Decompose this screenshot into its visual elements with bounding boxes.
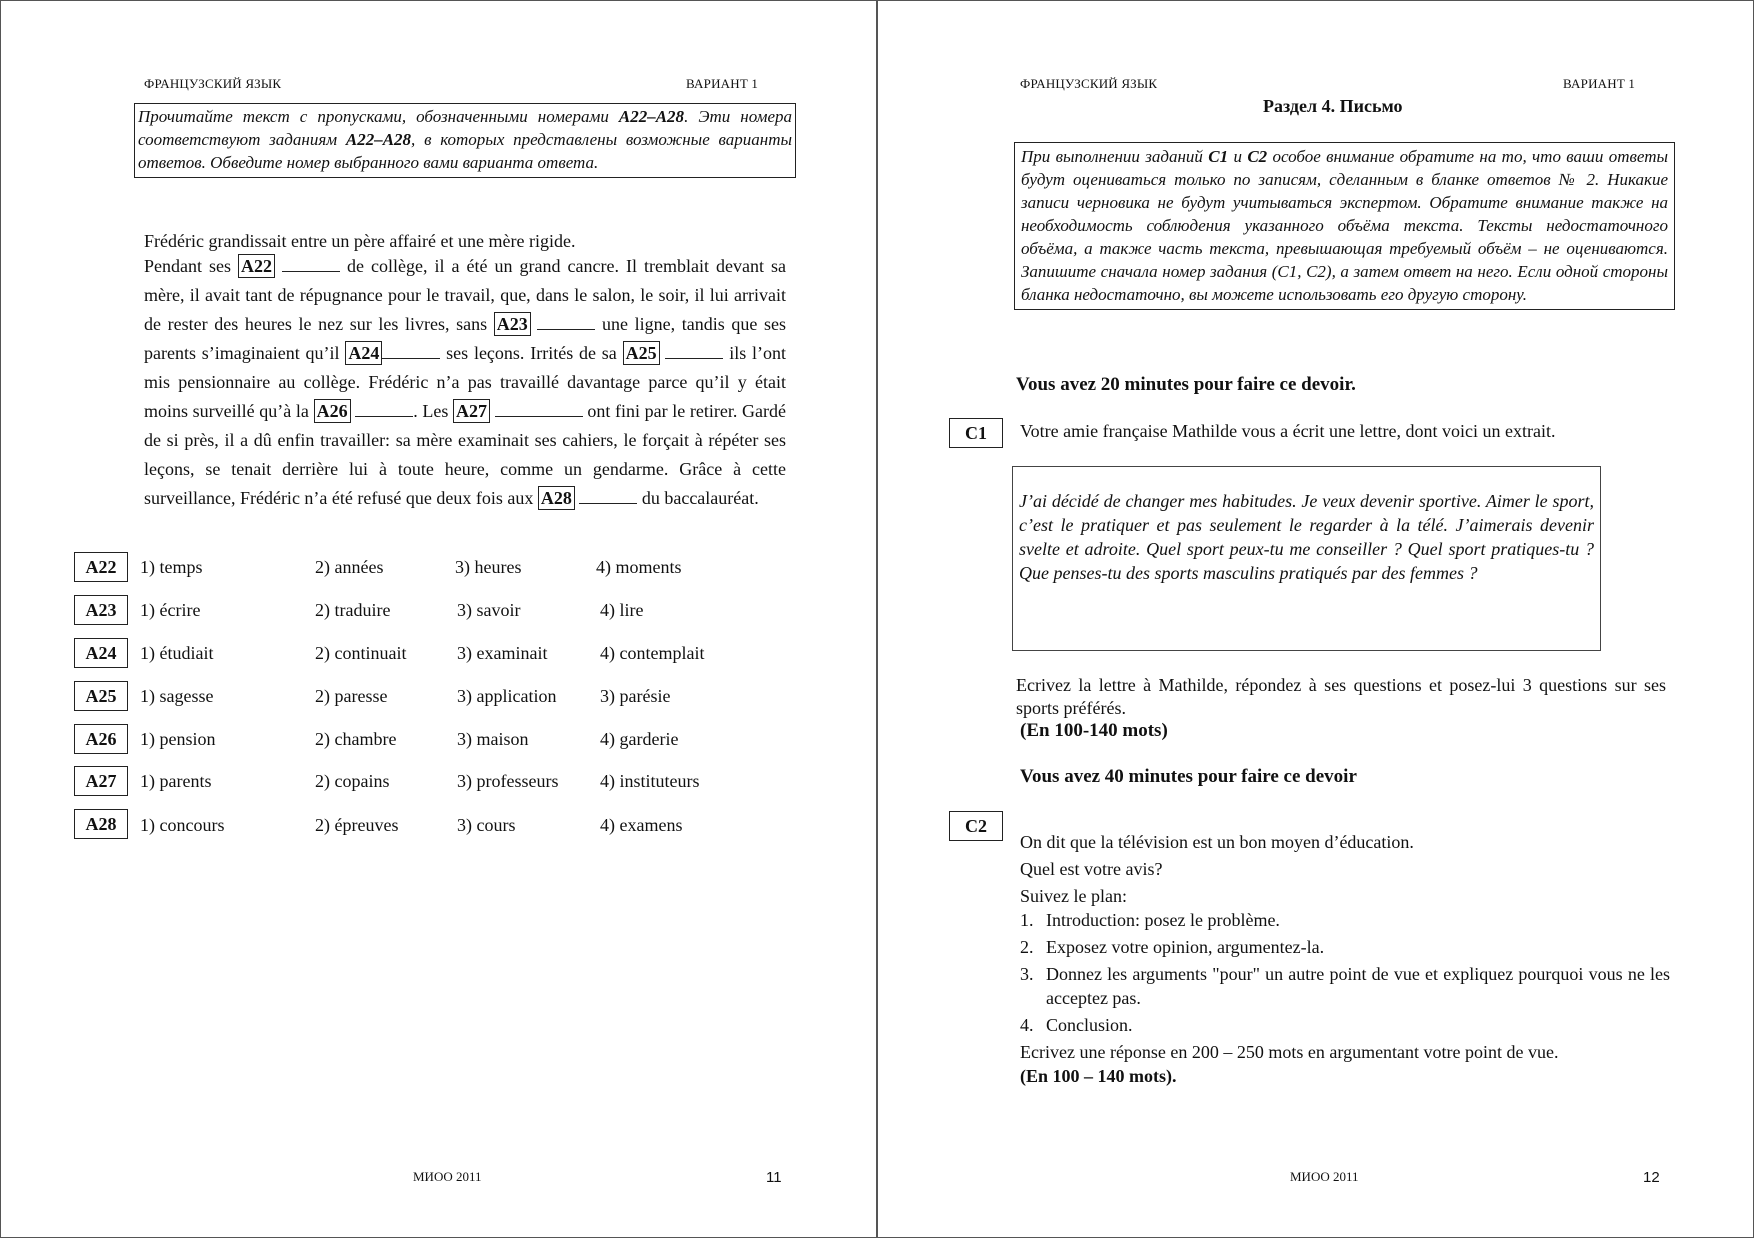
- passage-text: une ligne, tandis que ses parents s’imaginaient qu’il: [144, 314, 787, 363]
- option-1[interactable]: 1) pension: [140, 729, 216, 749]
- option-2[interactable]: 2) paresse: [315, 686, 388, 706]
- c2-word-limit: (En 100 – 140 mots).: [1020, 1066, 1177, 1086]
- option-3[interactable]: 3) application: [457, 686, 557, 706]
- gap-a23: A23: [494, 312, 531, 336]
- gap-a24: A24: [345, 341, 382, 365]
- c2-line-1: On dit que la télévision est un bon moyen d’éducation.: [1020, 832, 1414, 852]
- option-1[interactable]: 1) concours: [140, 815, 225, 835]
- plan-number: 4.: [1020, 1015, 1034, 1035]
- option-4[interactable]: 4) instituteurs: [600, 771, 700, 791]
- passage-body: [144, 252, 786, 513]
- header-subject: ФРАНЦУЗСКИЙ ЯЗЫК: [1020, 76, 1158, 91]
- task-label: A28: [74, 809, 128, 839]
- instruction-text: , в которых представлены возможные варианты ответов. Обведите номер выбранного вами варианта ответа.: [138, 130, 792, 172]
- blank: [495, 402, 583, 417]
- passage-text: de collège, il a été un grand cancre. Il tremblait devant sa mère, il avait tant de répugnance pour le travail, que, dans le salon, le soir, il lui arrivait de rester des heures le nez sur les livres, sans: [144, 256, 786, 334]
- instruction-text: и: [1228, 147, 1248, 166]
- option-2[interactable]: 2) copains: [315, 771, 390, 791]
- option-1[interactable]: 1) étudiait: [140, 643, 214, 663]
- c1-task: Ecrivez la lettre à Mathilde, répondez à ses questions et posez-lui 3 questions sur ses sports préférés.: [1016, 675, 1666, 718]
- instruction-task-c2: C2: [1247, 147, 1268, 166]
- option-2[interactable]: 2) années: [315, 557, 384, 577]
- reading-passage: [144, 227, 786, 513]
- passage-text: du baccalauréat.: [637, 488, 759, 508]
- header-variant: ВАРИАНТ 1: [686, 76, 759, 91]
- c2-plan-list: [1020, 908, 1670, 1037]
- instruction-range: A22–A28: [618, 107, 685, 126]
- passage-text: ils l’ont mis pensionnaire au collège. Frédéric n’a pas travaillé davantage parce qu’il y était moins surveillé qu’à la: [144, 343, 786, 421]
- option-2[interactable]: 2) épreuves: [315, 815, 399, 835]
- passage-text: ses leçons. Irrités de sa: [440, 343, 623, 363]
- footer: МИОО 2011: [1290, 1169, 1359, 1184]
- task-label-c2: C2: [949, 811, 1003, 841]
- option-2[interactable]: 2) continuait: [315, 643, 407, 663]
- task-label: A22: [74, 552, 128, 582]
- gap-a26: A26: [314, 399, 351, 423]
- plan-number: 3.: [1020, 964, 1034, 984]
- option-4[interactable]: 3) parésie: [600, 686, 671, 706]
- plan-text: Donnez les arguments "pour" un autre point de vue et expliquez pourquoi vous ne les acceptez pas.: [1046, 964, 1670, 1008]
- gap-a25: A25: [623, 341, 660, 365]
- option-4[interactable]: 4) moments: [596, 557, 682, 577]
- plan-text: Introduction: posez le problème.: [1046, 910, 1280, 930]
- instruction-text: . Эти номера соответствуют заданиям: [138, 107, 792, 149]
- blank: [579, 489, 637, 504]
- plan-number: 2.: [1020, 937, 1034, 957]
- section-title: Раздел 4. Письмо: [1263, 96, 1403, 116]
- option-4[interactable]: 4) examens: [600, 815, 683, 835]
- task-label: A25: [74, 681, 128, 711]
- option-2[interactable]: 2) chambre: [315, 729, 397, 749]
- plan-text: Exposez votre opinion, argumentez-la.: [1046, 937, 1325, 957]
- header-variant: ВАРИАНТ 1: [1563, 76, 1636, 91]
- letter-excerpt: [1012, 466, 1601, 651]
- passage-text: Pendant ses: [144, 256, 239, 276]
- blank: [355, 402, 413, 417]
- option-1[interactable]: 1) sagesse: [140, 686, 214, 706]
- blank: [282, 257, 340, 272]
- option-4[interactable]: 4) lire: [600, 600, 644, 620]
- option-1[interactable]: 1) temps: [140, 557, 203, 577]
- passage-text: ont fini par le retirer. Gardé de si près, il a dû enfin travailler: sa mère examinait ses cahiers, le forçait à répéter ses leçons, se tenait derrière lui à toute heure, comme un gendarme. Grâce à cette surveillance, Frédéric n’a été refusé que deux fois aux: [144, 401, 787, 508]
- time-limit-c2: Vous avez 40 minutes pour faire ce devoir: [1020, 766, 1357, 787]
- header-subject: ФРАНЦУЗСКИЙ ЯЗЫК: [144, 76, 282, 91]
- footer: МИОО 2011: [413, 1169, 482, 1184]
- blank: [382, 344, 440, 359]
- c1-intro: Votre amie française Mathilde vous a écrit une lettre, dont voici un extrait.: [1020, 421, 1556, 441]
- time-limit-c1: Vous avez 20 minutes pour faire ce devoir.: [1016, 374, 1356, 395]
- task-label: A27: [74, 766, 128, 796]
- option-3[interactable]: 3) professeurs: [457, 771, 559, 791]
- task-label: A26: [74, 724, 128, 754]
- c2-line-2: Quel est votre avis?: [1020, 859, 1163, 879]
- c2-task: Ecrivez une réponse en 200 – 250 mots en argumentant votre point de vue.: [1020, 1042, 1559, 1062]
- blank: [537, 315, 595, 330]
- plan-item: [1020, 1013, 1670, 1037]
- instruction-text: При выполнении заданий: [1021, 147, 1209, 166]
- plan-number: 1.: [1020, 910, 1034, 930]
- left-page-frame: [0, 0, 877, 1238]
- option-3[interactable]: 3) savoir: [457, 600, 521, 620]
- gap-a27: A27: [453, 399, 490, 423]
- task-label: A24: [74, 638, 128, 668]
- option-3[interactable]: 3) maison: [457, 729, 529, 749]
- option-3[interactable]: 3) examinait: [457, 643, 548, 663]
- task-label-c1: C1: [949, 418, 1003, 448]
- plan-item: [1020, 935, 1670, 959]
- blank: [665, 344, 723, 359]
- plan-text: Conclusion.: [1046, 1015, 1133, 1035]
- letter-text: J’ai décidé de changer mes habitudes. Je veux devenir sportive. Aimer le sport, c’est le pratiquer et pas seulement le regarder à la télé. J’aimerais devenir svelte et adroite. Quel sport peux-tu me conseiller ? Quel sport pratiques-tu ? Que penses-tu des sports masculins pratiqués par des femmes ?: [1019, 491, 1594, 583]
- page-number: 12: [1643, 1169, 1660, 1186]
- instruction-text: Прочитайте текст с пропусками, обозначенными номерами: [138, 107, 619, 126]
- option-3[interactable]: 3) cours: [457, 815, 516, 835]
- instruction-range: A22–A28: [345, 130, 412, 149]
- plan-item: [1020, 908, 1670, 932]
- instruction-task-c1: C1: [1208, 147, 1229, 166]
- plan-item: [1020, 962, 1670, 1010]
- task-label: A23: [74, 595, 128, 625]
- page-number: 11: [766, 1169, 782, 1186]
- option-2[interactable]: 2) traduire: [315, 600, 391, 620]
- passage-first-line: Frédéric grandissait entre un père affairé et une mère rigide.: [144, 231, 576, 251]
- c2-body: [1020, 830, 1670, 1088]
- instruction-box: [134, 103, 796, 178]
- option-4[interactable]: 4) garderie: [600, 729, 679, 749]
- c1-word-limit: (En 100-140 mots): [1020, 720, 1168, 741]
- passage-text: . Les: [413, 401, 454, 421]
- option-1[interactable]: 1) parents: [140, 771, 212, 791]
- instruction-text: особое внимание обратите на то, что ваши ответы будут оцениваться только по записям, сделанным в бланке ответов № 2. Никакие записи черновика не будут учитываться экспертом. Обратите внимание также на необходимость соблюдения указанного объёма текста. Тексты недостаточного объёма, а также часть текста, превышающая требуемый объём – не оцениваются. Запишите сначала номер задания (C1, C2), а затем ответ на него. Если одной стороны бланка недостаточно, вы можете использовать его другую сторону.: [1021, 147, 1668, 304]
- gap-a28: A28: [538, 486, 575, 510]
- c2-line-3: Suivez le plan:: [1020, 886, 1127, 906]
- gap-a22: A22: [238, 254, 275, 278]
- option-1[interactable]: 1) écrire: [140, 600, 201, 620]
- option-4[interactable]: 4) contemplait: [600, 643, 705, 663]
- instruction-box: [1014, 142, 1675, 310]
- right-page: [877, 0, 1754, 1239]
- option-3[interactable]: 3) heures: [455, 557, 522, 577]
